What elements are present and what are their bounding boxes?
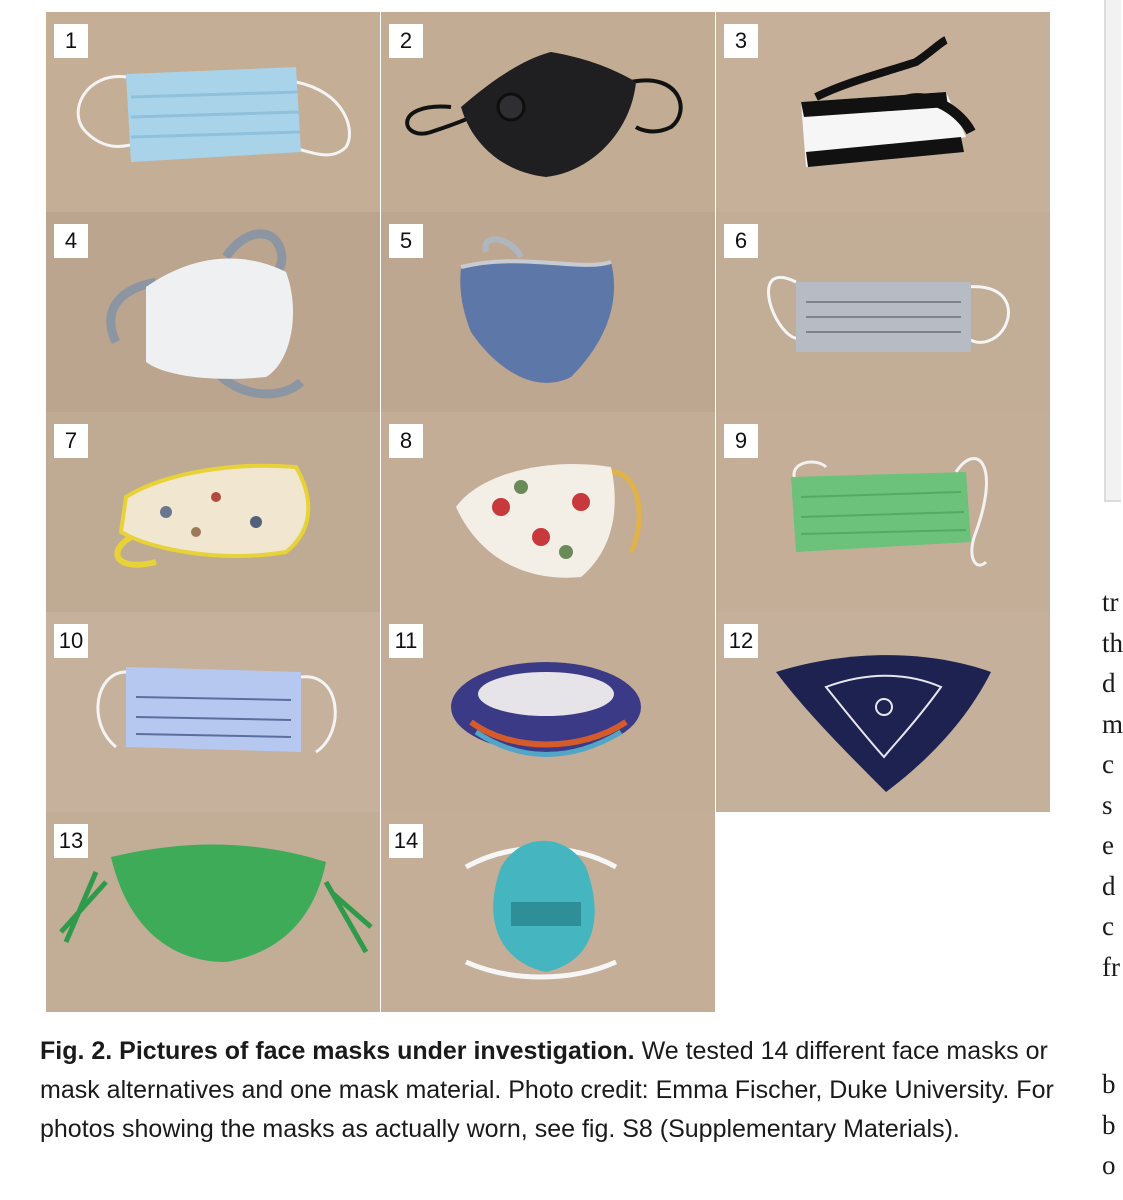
figure-grid	[46, 12, 1050, 1014]
panel-4	[46, 212, 380, 412]
panel-label: 6	[724, 224, 758, 258]
panel-label: 3	[724, 24, 758, 58]
panel-label: 12	[724, 624, 758, 658]
panel-label: 8	[389, 424, 423, 458]
panel-6	[716, 212, 1050, 412]
panel-12	[716, 612, 1050, 812]
empty-panel	[716, 812, 1050, 1012]
panel-label: 14	[389, 824, 423, 858]
panel-label: 5	[389, 224, 423, 258]
panel-10	[46, 612, 380, 812]
panel-1	[46, 12, 380, 212]
sidebar-box	[1104, 0, 1121, 502]
panel-5	[381, 212, 715, 412]
panel-7	[46, 412, 380, 612]
panel-label: 10	[54, 624, 88, 658]
figure-caption	[40, 1032, 1060, 1149]
panel-11	[381, 612, 715, 812]
panel-label: 9	[724, 424, 758, 458]
panel-label: 1	[54, 24, 88, 58]
caption-body: We tested 14 different face masks or mask alternatives and one mask material. Photo credit: Emma Fischer, Duke University. For photos showing the masks as actually worn, see fig. S8 (Supplementary Materials).	[40, 1037, 1054, 1143]
panel-label: 7	[54, 424, 88, 458]
panel-3	[716, 12, 1050, 212]
body-text-fragment: tr th d m c s e d c fr	[1102, 587, 1123, 982]
body-text-fragment-lower: b b o	[1102, 1069, 1116, 1180]
panel-13	[46, 812, 380, 1012]
caption-title: Fig. 2. Pictures of face masks under investigation.	[40, 1037, 635, 1065]
panel-label: 4	[54, 224, 88, 258]
panel-9	[716, 412, 1050, 612]
panel-2	[381, 12, 715, 212]
panel-label: 11	[389, 624, 423, 658]
panel-14	[381, 812, 715, 1012]
panel-label: 2	[389, 24, 423, 58]
panel-8	[381, 412, 715, 612]
panel-label: 13	[54, 824, 88, 858]
